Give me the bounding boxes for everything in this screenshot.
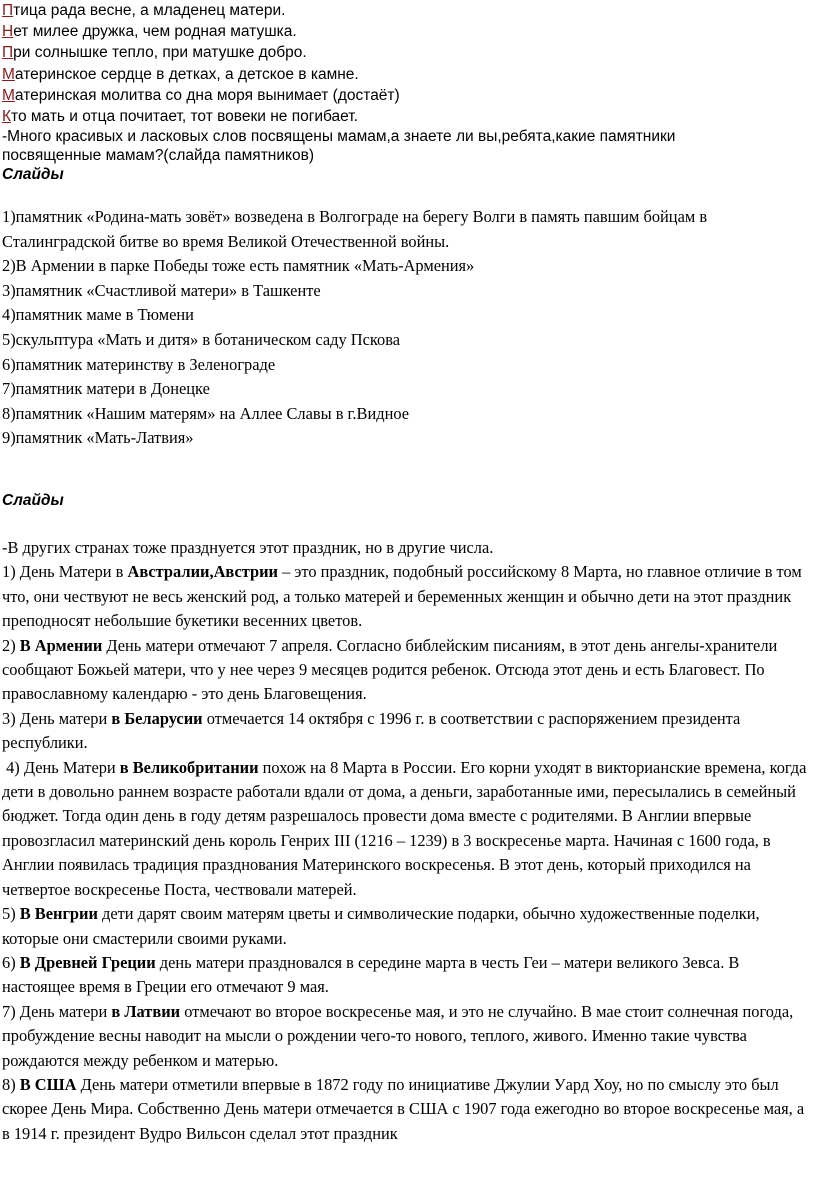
paragraph-body: День матери отметили впервые в 1872 году по инициативе Джулии Уард Хоу, но по смыслу это был скорее День Мира. Собственно День матери отмечается в США с 1907 года ежегодно во второе воскресенье мая, а в 1914 г. президент Вудро Вильсон сделал этот праздник: [2, 1074, 805, 1143]
proverb-text: атеринское сердце в детках, а детское в камне.: [14, 65, 359, 83]
proverb-text: ет милее дружка, чем родная матушка.: [13, 23, 297, 41]
countries-section: [2, 536, 811, 1146]
proverb-text: тица рада весне, а младенец матери.: [13, 2, 286, 19]
country-name: в Великобритании: [119, 757, 259, 777]
proverb-initial: Н: [2, 23, 14, 41]
list-item: 6)памятник материнству в Зеленограде: [2, 354, 276, 374]
list-item: 7)памятник матери в Донецке: [2, 379, 210, 399]
list-item: 2)В Армении в парке Победы тоже есть памятник «Мать-Армения»: [2, 256, 475, 276]
country-paragraph: [2, 756, 811, 902]
country-name: Австралии,Австрии: [127, 562, 278, 582]
country-paragraph: [2, 634, 808, 707]
paragraph-body: День матери отмечают 7 апреля. Согласно библейским писаниям, в этот день ангелы-хранители сообщают Божьей матери, что у нее через 9 месяцев родится ребенок. Отсюда этот день и есть Благовест. По православному календарю - это день Благовещения.: [2, 635, 778, 704]
proverb-initial: К: [2, 108, 12, 126]
proverb-line: [2, 64, 814, 85]
proverb-line: [2, 0, 814, 21]
paragraph-lead: 5): [2, 904, 20, 924]
paragraph-lead: 8): [2, 1074, 20, 1094]
paragraph-body: день матери праздновался в середине марта в честь Геи – матери великого Зевса. В настоящее время в Греции его отмечают 9 мая.: [2, 952, 740, 997]
list-item: 9)памятник «Мать-Латвия»: [2, 428, 194, 448]
proverb-text: то мать и отца почитает, тот вовеки не погибает.: [11, 108, 358, 126]
proverb-line: [2, 42, 814, 63]
country-paragraph: [2, 1000, 808, 1073]
country-name: В Армении: [19, 635, 103, 655]
list-item: 4)памятник маме в Тюмени: [2, 305, 194, 325]
country-name: в Беларусии: [111, 708, 203, 728]
list-item: 8)памятник «Нашим матерям» на Аллее Славы в г.Видное: [2, 403, 410, 423]
list-item: 1)памятник «Родина-мать зовёт» возведена в Волгограде на берегу Волги в память павшим бойцам в Сталинградской битве во время Великой Отечественной войны.: [2, 207, 708, 251]
country-paragraph: [2, 560, 808, 633]
paragraph-lead: 2): [2, 635, 20, 655]
monuments-intro: -Много красивых и ласковых слов посвящены мамам,а знаете ли вы,ребята,какие памятники посвященные мамам?(слайда памятников): [2, 128, 676, 165]
list-item: 3)памятник «Счастливой матери» в Ташкенте: [2, 280, 321, 300]
proverb-initial: П: [2, 44, 14, 62]
proverb-line: [2, 21, 814, 42]
proverb-initial: М: [2, 86, 15, 104]
country-paragraph: [2, 707, 808, 756]
paragraph-body: дети дарят своим матерям цветы и символические подарки, обычно художественные поделки, которые они смастерили своими руками.: [2, 904, 760, 948]
monuments-list: [2, 205, 814, 451]
paragraph-body: отмечают во второе воскресенье мая, и это не случайно. В мае стоит солнечная погода, пробуждение весны наводит на мысли о рождении чего-то нового, теплого, живого. Именно такие чувства рождаются между ребенком и матерью.: [2, 1001, 794, 1070]
proverb-initial: М: [2, 65, 15, 83]
slides-heading: Слайды: [2, 492, 64, 509]
country-name: В США: [19, 1074, 77, 1094]
proverb-text: ри солнышке тепло, при матушке добро.: [13, 44, 307, 62]
proverb-line: [2, 106, 814, 127]
country-paragraph: [2, 902, 808, 951]
paragraph-lead: 3) День матери: [2, 708, 112, 728]
countries-intro: -В других странах тоже празднуется этот праздник, но в другие числа.: [2, 538, 494, 557]
proverb-line: [2, 85, 814, 106]
paragraph-lead: 7) День матери: [2, 1001, 112, 1021]
slides-heading: Слайды: [2, 166, 64, 184]
proverb-initial: П: [2, 2, 14, 19]
country-name: в Латвии: [111, 1001, 181, 1021]
paragraph-lead: 4) День Матери: [2, 757, 120, 777]
country-name: В Древней Греции: [19, 952, 156, 972]
list-item: 5)скульптура «Мать и дитя» в ботаническом саду Пскова: [2, 329, 401, 349]
country-name: В Венгрии: [19, 904, 98, 924]
proverbs-section: [2, 0, 814, 184]
paragraph-body: отмечается 14 октября с 1996 г. в соответствии с распоряжением президента республики.: [2, 708, 741, 753]
proverb-text: атеринская молитва со дна моря вынимает (достаёт): [14, 86, 400, 104]
paragraph-lead: 1) День Матери в: [2, 562, 128, 582]
country-paragraph: [2, 1073, 808, 1146]
paragraph-body: – это праздник, подобный российскому 8 Марта, но главное отличие в том что, они чествуют не весь женский род, а только матерей и беременных женщин и обычно дети на этот праздник преподносят небольшие букетики весенних цветов.: [2, 562, 802, 631]
country-paragraph: [2, 951, 808, 1000]
paragraph-lead: 6): [2, 952, 20, 972]
paragraph-body: похож на 8 Марта в России. Его корни уходят в викторианские времена, когда дети в довольно раннем возрасте работали вдали от дома, а деньги, заработанные ими, пересылались в семейный бюджет. Тогда один день в году детям разрешалось провести дома вместе с родителями. В Англии впервые провозгласил материнский день король Генрих III (1216 – 1239) в 3 воскресенье марта. Начиная с 1600 года, в Англии появилась традиция празднования Материнского воскресенья. В этот день, который приходился на четвертое воскресенье Поста, чествовали матерей.: [2, 757, 811, 899]
